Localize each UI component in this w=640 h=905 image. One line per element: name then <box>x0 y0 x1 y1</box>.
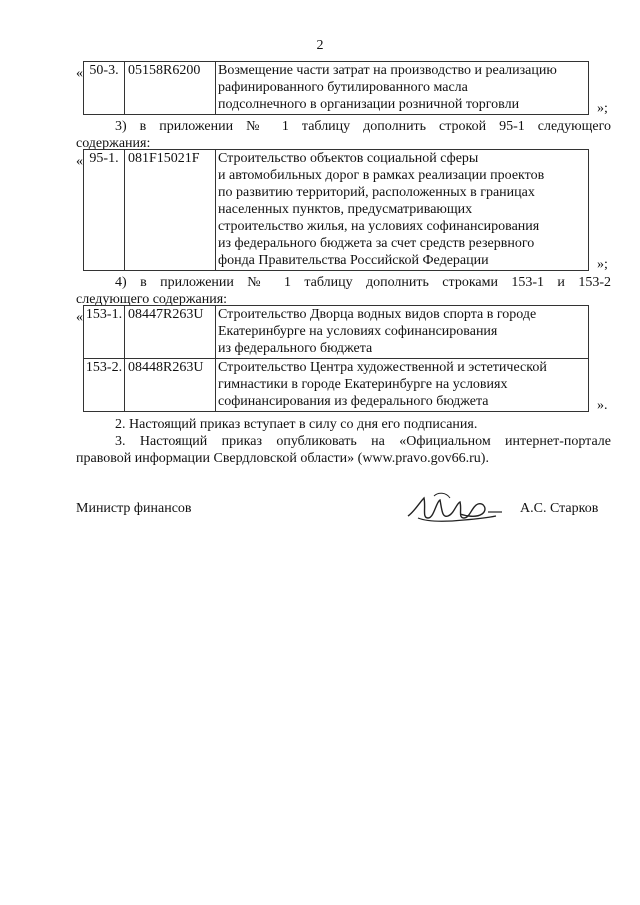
paragraph-line: 3. Настоящий приказ опубликовать на «Официальном интернет-портале <box>115 434 611 449</box>
paragraph-order-2 <box>76 416 611 433</box>
open-quote: « <box>76 66 83 81</box>
paragraph-item-4 <box>76 274 611 308</box>
paragraph-line: 3) в приложении № 1 таблицу дополнить строкой 95-1 следующего <box>115 119 611 134</box>
row-title-line: подсолнечного в организации розничной торговли <box>218 97 520 112</box>
paragraph-order-3 <box>76 433 611 467</box>
page-number: 2 <box>316 38 324 53</box>
row-title-line: и автомобильных дорог в рамках реализации проектов <box>218 168 545 183</box>
paragraph-line: правовой информации Свердловской области» (www.pravo.gov66.ru). <box>76 451 489 466</box>
row-title-line: софинансирования из федерального бюджета <box>218 394 489 409</box>
close-quote: »; <box>597 101 608 116</box>
row-title-line: строительство жилья, на условиях софинансирования <box>218 219 540 234</box>
table-rows-b <box>83 149 589 271</box>
open-quote: « <box>76 310 83 325</box>
row-code: 08447R263U <box>125 306 216 359</box>
paragraph-line: 2. Настоящий приказ вступает в силу со дня его подписания. <box>115 417 478 432</box>
row-code: 081F15021F <box>125 150 216 271</box>
table-rows-c <box>83 305 589 412</box>
row-number: 50-3. <box>84 62 125 115</box>
row-number: 153-2. <box>84 359 125 412</box>
table-row <box>84 359 589 412</box>
row-title-line: из федерального бюджета <box>218 341 373 356</box>
close-quote: »; <box>597 257 608 272</box>
row-code: 05158R6200 <box>125 62 216 115</box>
open-quote: « <box>76 154 83 169</box>
row-title <box>216 359 589 412</box>
row-title <box>216 62 589 115</box>
row-title-line: фонда Правительства Российской Федерации <box>218 253 489 268</box>
signatory-name: А.С. Старков <box>520 501 599 516</box>
row-number: 153-1. <box>84 306 125 359</box>
paragraph-line: содержания: <box>76 136 151 151</box>
row-title <box>216 150 589 271</box>
row-title-line: из федерального бюджета за счет средств резервного <box>218 236 535 251</box>
row-title-line: Строительство объектов социальной сферы <box>218 151 479 166</box>
row-title-line: Екатеринбурге на условиях софинансирования <box>218 324 498 339</box>
row-title-line: Возмещение части затрат на производство и реализацию <box>218 63 557 78</box>
signatory-position: Министр финансов <box>76 501 192 516</box>
row-code: 08448R263U <box>125 359 216 412</box>
row-title-line: по развитию территорий, расположенных в границах <box>218 185 535 200</box>
row-number: 95-1. <box>84 150 125 271</box>
row-title <box>216 306 589 359</box>
paragraph-line: следующего содержания: <box>76 292 228 307</box>
close-quote: ». <box>597 398 608 413</box>
row-title-line: рафинированного бутилированного масла <box>218 80 468 95</box>
table-row <box>84 62 589 115</box>
handwritten-signature <box>404 488 504 528</box>
paragraph-line: 4) в приложении № 1 таблицу дополнить строками 153-1 и 153-2 <box>115 275 611 290</box>
row-title-line: населенных пунктов, предусматривающих <box>218 202 473 217</box>
table-rows-a <box>83 61 589 115</box>
row-title-line: Строительство Дворца водных видов спорта в городе <box>218 307 537 322</box>
table-row <box>84 306 589 359</box>
paragraph-item-3 <box>76 118 611 152</box>
row-title-line: Строительство Центра художественной и эстетической <box>218 360 547 375</box>
table-row <box>84 150 589 271</box>
row-title-line: гимнастики в городе Екатеринбурге на условиях <box>218 377 508 392</box>
